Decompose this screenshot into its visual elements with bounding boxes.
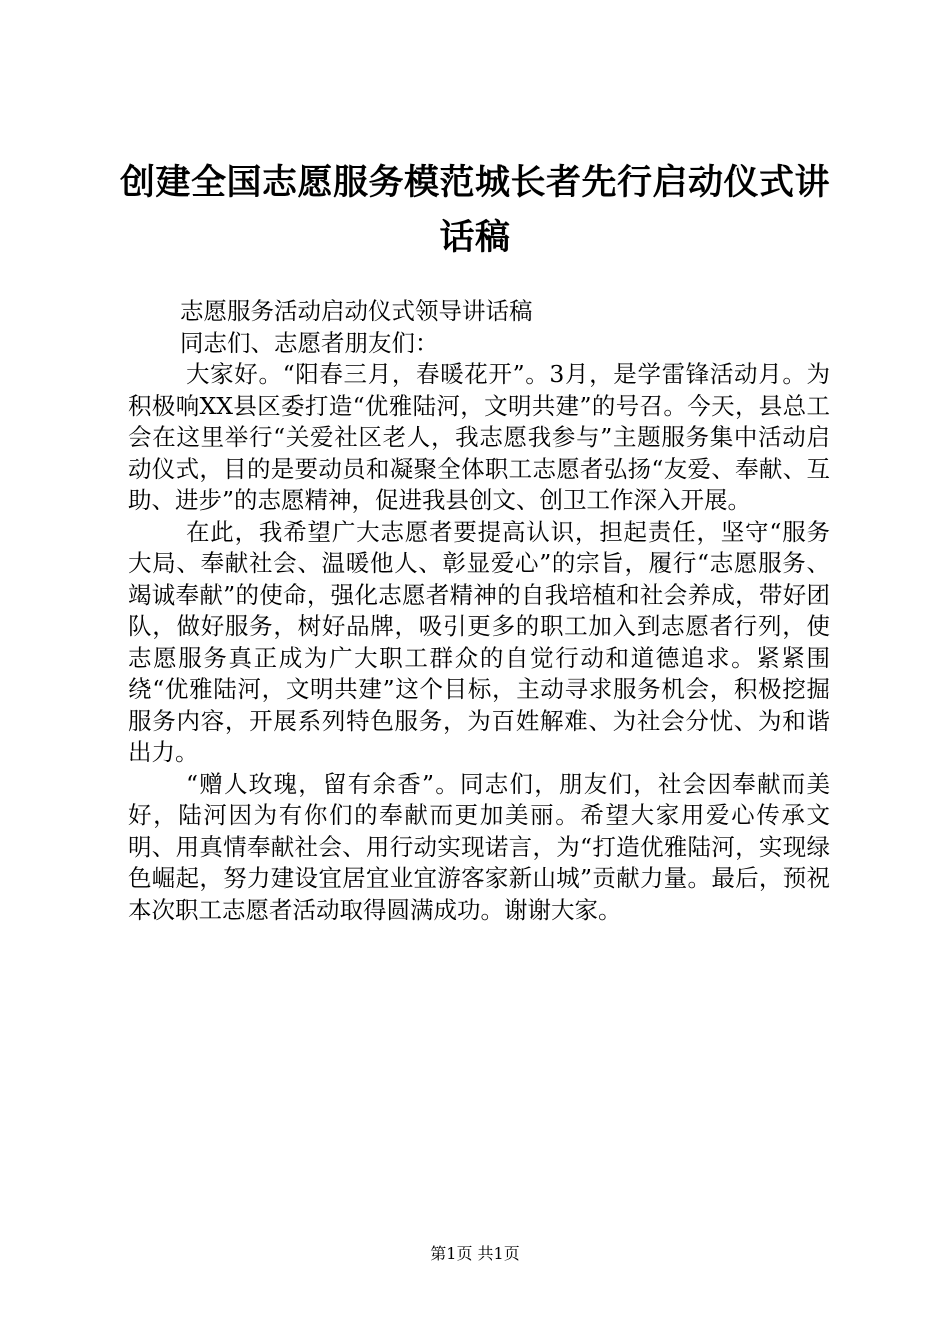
document-body xyxy=(128,296,830,926)
document-subtitle: 志愿服务活动启动仪式领导讲话稿 xyxy=(180,297,533,325)
page-number-footer: 第1页 共1页 xyxy=(430,1244,520,1263)
body-paragraph-1: 大家好。“阳春三月，春暖花开”。3月，是学雷锋活动月。为积极响XX县区委打造“优雅陆河，文明共建”的号召。今天，县总工会在这里举行“关爱社区老人，我志愿我参与”主题服务集中活动启动仪式，目的是要动员和凝聚全体职工志愿者弘扬“友爱、奉献、互助、进步”的志愿精神，促进我县创文、创卫工作深入开展。 xyxy=(128,360,830,514)
body-paragraph-2: 在此，我希望广大志愿者要提高认识，担起责任，坚守“服务大局、奉献社会、温暖他人、彰显爱心”的宗旨，履行“志愿服务、竭诚奉献”的使命，强化志愿者精神的自我培植和社会养成，带好团队，做好服务，树好品牌，吸引更多的职工加入到志愿者行列，使志愿服务真正成为广大职工群众的自觉行动和道德追求。紧紧围绕“优雅陆河，文明共建”这个目标，主动寻求服务机会，积极挖掘服务内容，开展系列特色服务，为百姓解难、为社会分忧、为和谐出力。 xyxy=(128,517,830,766)
document-title: 创建全国志愿服务模范城长者先行启动仪式讲话稿 xyxy=(119,163,830,258)
body-paragraph-3: “赠人玫瑰，留有余香”。同志们，朋友们，社会因奉献而美好，陆河因为有你们的奉献而更加美丽。希望大家用爱心传承文明、用真情奉献社会、用行动实现诺言，为“打造优雅陆河，实现绿色崛起，努力建设宜居宜业宜游客家新山城”贡献力量。最后，预祝本次职工志愿者活动取得圆满成功。谢谢大家。 xyxy=(128,769,830,924)
salutation: 同志们、志愿者朋友们： xyxy=(180,328,439,357)
